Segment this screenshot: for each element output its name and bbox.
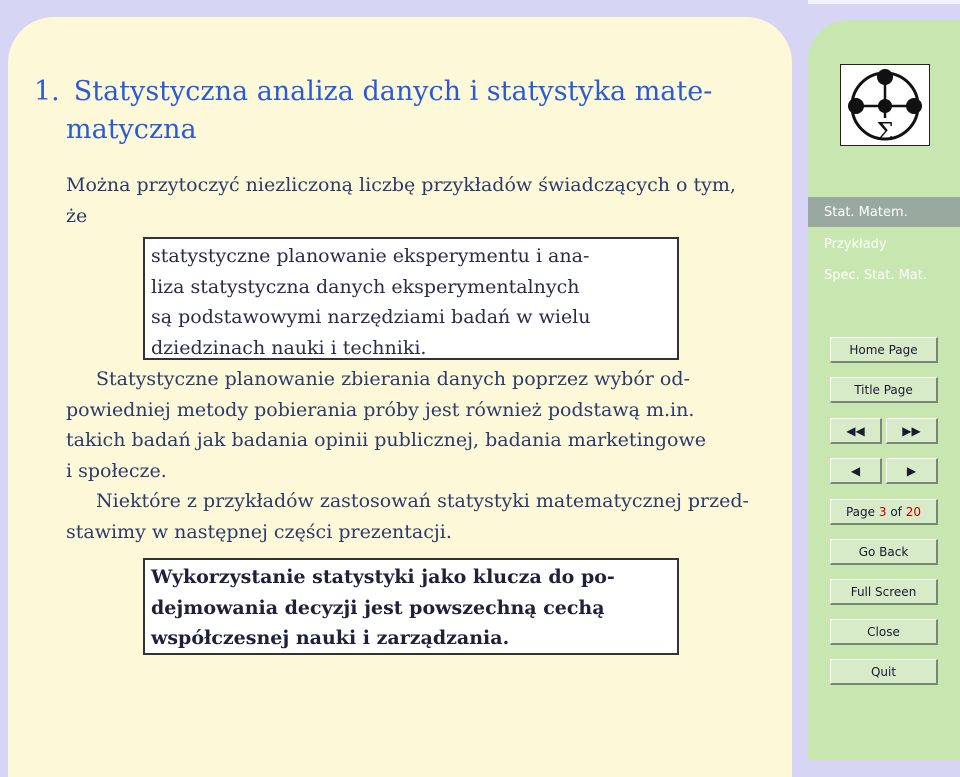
next-page-button[interactable]: [886, 458, 938, 484]
top-strip: [808, 0, 960, 4]
para2-line: Statystyczne planowanie zbierania danych poprzez wybór od-: [96, 368, 690, 390]
triangle-right-icon: ▶: [906, 463, 917, 478]
box1-line: liza statystyczna danych eksperymentalnych: [151, 275, 580, 298]
title-line-1: Statystyczna analiza danych i statystyka mate-: [73, 76, 713, 107]
current-page-number: 3: [878, 504, 887, 519]
sampling-paragraph: [66, 364, 706, 486]
rewind-icon: ◀◀: [846, 423, 865, 438]
triangle-left-icon: ◀: [850, 463, 861, 478]
para2-line: takich badań jak badania opinii publicznej, badania marketingowe: [66, 429, 706, 451]
box1-line: statystyczne planowanie eksperymentu i ana-: [151, 245, 590, 267]
box2-line: dejmowania decyzji jest powszechną cechą: [151, 596, 605, 619]
full-screen-button[interactable]: Full Screen: [830, 579, 938, 605]
highlight-box-2: [143, 558, 679, 655]
box1-line: są podstawowymi narzędziami badań w wielu: [151, 306, 591, 328]
sidebar-link-spec-stat-mat[interactable]: Spec. Stat. Mat.: [824, 268, 928, 283]
close-button[interactable]: Close: [830, 619, 938, 645]
page-counter: [830, 499, 938, 525]
para2-line: powiedniej metody pobierania próby jest również podstawą m.in.: [66, 398, 695, 421]
page-prefix: Page: [845, 504, 876, 519]
intro-line-1: Można przytoczyć niezliczoną liczbę przykładów świadczących o tym,: [66, 174, 736, 196]
quit-button[interactable]: Quit: [830, 659, 938, 685]
previous-page-button[interactable]: [830, 458, 882, 484]
section-number: 1.: [34, 76, 60, 107]
para2-line: i społecze.: [66, 459, 167, 482]
title-page-button[interactable]: Title Page: [830, 377, 938, 403]
home-page-button[interactable]: Home Page: [830, 337, 938, 363]
total-pages: 20: [905, 504, 922, 519]
logo-sigma: Σ: [876, 118, 894, 146]
box2-line: współczesnej nauki i zarządzania.: [151, 627, 510, 649]
sidebar-link-przyklady[interactable]: Przykłady: [824, 237, 887, 252]
sidebar-link-stat-matem[interactable]: Stat. Matem.: [824, 205, 908, 220]
para3-line: Niektóre z przykładów zastosowań statystyki matematycznej przed-: [96, 490, 749, 512]
slide-title: [34, 73, 774, 149]
first-page-button[interactable]: [830, 418, 882, 444]
intro-line-2: że: [66, 204, 88, 227]
page-of: of: [890, 504, 902, 519]
box1-line: dziedzinach nauki i techniki.: [151, 336, 427, 359]
para3-line: stawimy w następnej części prezentacji.: [66, 520, 452, 543]
logo-icon: [840, 64, 930, 146]
fast-forward-icon: ▶▶: [902, 423, 921, 438]
last-page-button[interactable]: [886, 418, 938, 444]
go-back-button[interactable]: Go Back: [830, 539, 938, 565]
title-line-2: matyczna: [66, 114, 197, 145]
box2-line: Wykorzystanie statystyki jako klucza do po-: [151, 566, 615, 588]
next-part-paragraph: [66, 486, 749, 547]
intro-paragraph: [66, 170, 736, 231]
highlight-box-1: [143, 237, 679, 360]
